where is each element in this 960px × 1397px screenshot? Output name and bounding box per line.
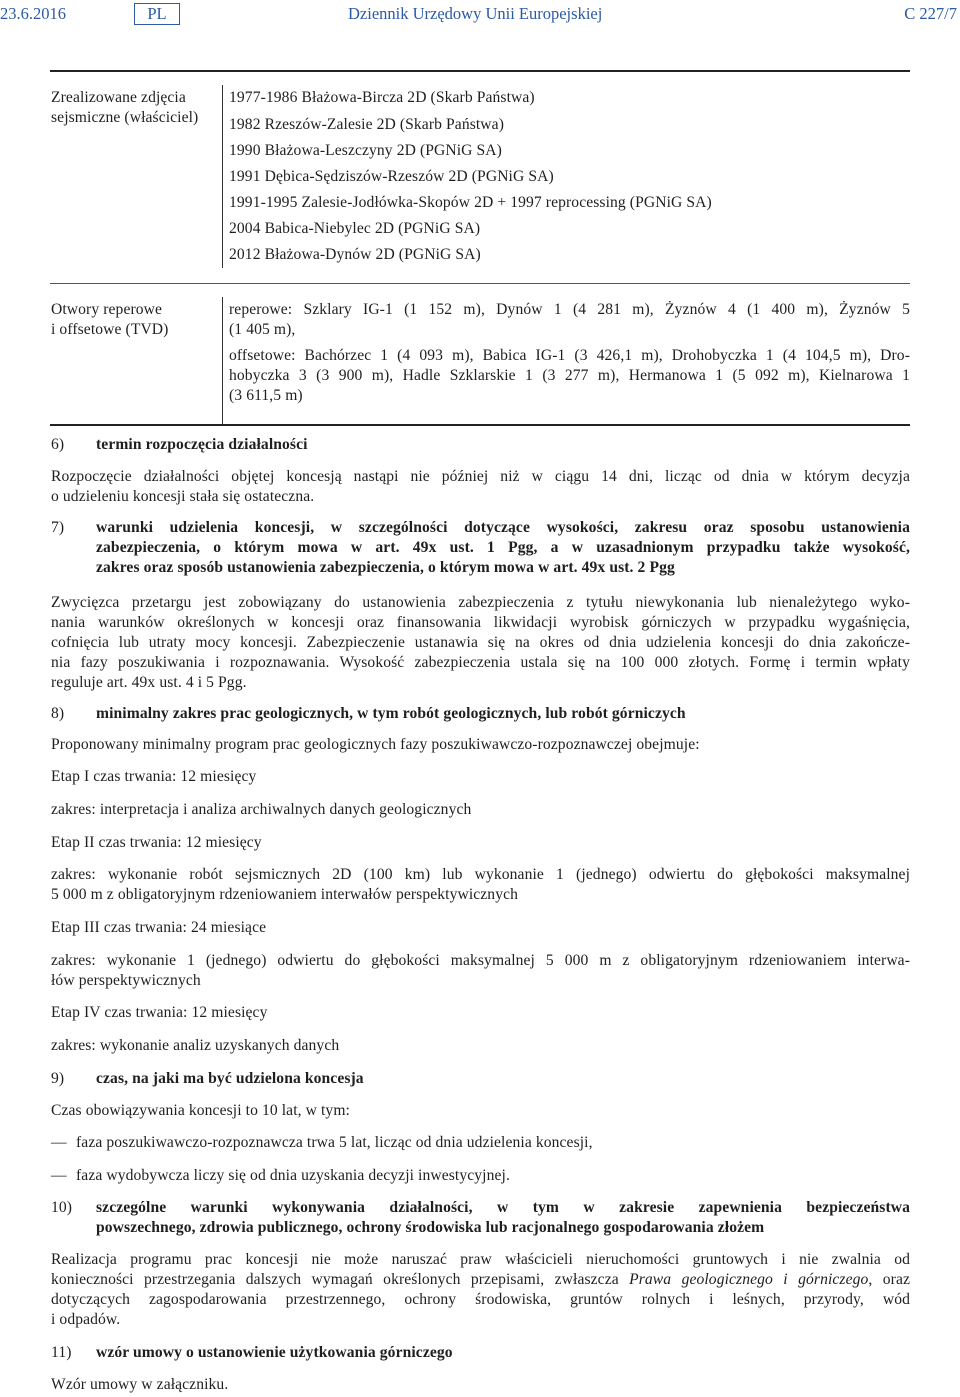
section-number: 9) bbox=[51, 1070, 65, 1087]
section-body: Realizacja programu prac koncesji nie może naruszać praw właścicieli nieruchomości gruntowych i nie zwalnia od konieczności przestrzegania dalszych wymagań określonych przepisami, zwłaszcza Prawa geologicznego i górniczego, oraz dotyczących zagospodarowania przestrzennego, ochrony środowiska, gruntów rolnych i leśnych, przyrody, wód i odpadów. bbox=[51, 1251, 911, 1328]
list-dash: — bbox=[51, 1134, 67, 1151]
table-bottom-rule bbox=[50, 424, 910, 426]
section-heading: szczególne warunki wykonywania działalności, w tym w zakresie zapewnienia bezpieczeństwa powszechnego, zdrowia publicznego, ochrony środowiska lub racjonalnego gospodarowania złożem bbox=[96, 1199, 910, 1236]
section-heading: termin rozpoczęcia działalności bbox=[96, 436, 308, 453]
stage-iii-scope: zakres: wykonanie 1 (jednego) odwiertu do głębokości maksymalnej 5 000 m z obligatoryjnym rdzeniowaniem interwa- łów perspektywicznych bbox=[51, 952, 910, 989]
table-column-divider bbox=[222, 297, 223, 424]
section-heading: minimalny zakres prac geologicznych, w tym robót geologicznych, lub robót górniczych bbox=[96, 705, 686, 722]
journal-title: Dziennik Urzędowy Unii Europejskiej bbox=[348, 4, 603, 23]
language-badge: PL bbox=[134, 3, 180, 25]
section-body: Wzór umowy w załączniku. bbox=[51, 1376, 229, 1393]
section-number: 10) bbox=[51, 1199, 73, 1216]
section-number: 7) bbox=[51, 519, 65, 536]
table-row-label: Otwory reperowe i offsetowe (TVD) bbox=[51, 301, 169, 338]
section-heading: czas, na jaki ma być udzielona koncesja bbox=[96, 1070, 364, 1087]
stage-iv-scope: zakres: wykonanie analiz uzyskanych danych bbox=[51, 1037, 340, 1054]
stage-i-scope: zakres: interpretacja i analiza archiwalnych danych geologicznych bbox=[51, 801, 472, 818]
list-dash: — bbox=[51, 1167, 67, 1184]
list-item: faza wydobywcza liczy się od dnia uzyskania decyzji inwestycyjnej. bbox=[76, 1167, 510, 1184]
section-heading: wzór umowy o ustanowienie użytkowania górniczego bbox=[96, 1344, 453, 1361]
act-title: Prawa geologicznego i górniczego bbox=[629, 1271, 869, 1288]
offset-wells: offsetowe: Bachórzec 1 (4 093 m), Babica IG-1 (3 426,1 m), Drohobyczka 1 (4 104,5 m), Dro- hobyczka 3 (3 900 m), Hadle Szklarskie 1 (3 277 m), Hermanowa 1 (5 092 m), Kielnarowa 1 (3 611,5 m) bbox=[229, 347, 910, 404]
section-number: 11) bbox=[51, 1344, 72, 1361]
section-body: Rozpoczęcie działalności objętej koncesją nastąpi nie później niż w ciągu 14 dni, licząc od dnia w którym decyzja o udzieleniu koncesji stała się ostateczna. bbox=[51, 468, 910, 505]
stage-ii: Etap II czas trwania: 12 miesięcy bbox=[51, 834, 262, 851]
stage-ii-scope: zakres: wykonanie robót sejsmicznych 2D (100 km) lub wykonanie 1 (jednego) odwiertu do głębokości maksymalnej 5 000 m z obligatoryjnym rdzeniowaniem interwałów perspektywicznych bbox=[51, 866, 910, 903]
section-body: Zwycięzca przetargu jest zobowiązany do ustanowienia zabezpieczenia z tytułu niewykonania lub nienależytego wyko- nania warunków określonych w koncesji oraz finansowania likwidacji wyrobisk górniczych w przypadku wygaśnięcia, cofnięcia lub utraty mocy koncesji. Zabezpieczenie ustanawia się na okres od dnia udzielenia koncesji do dnia zakończe- nia fazy poszukiwania i rozpoznawania. Wysokość zabezpieczenia ustala się na 100 000 złotych. Formę i termin wpłaty reguluje art. 49x ust. 4 i 5 Pgg. bbox=[51, 594, 910, 691]
section-number: 6) bbox=[51, 436, 65, 453]
section-body: Czas obowiązywania koncesji to 10 lat, w tym: bbox=[51, 1102, 350, 1119]
program-intro: Proponowany minimalny program prac geologicznych fazy poszukiwawczo-rozpoznawczej obejmuje: bbox=[51, 736, 700, 753]
section-number: 8) bbox=[51, 705, 65, 722]
reference-wells: reperowe: Szklary IG-1 (1 152 m), Dynów 1 (4 281 m), Żyznów 4 (1 400 m), Żyznów 5 (1 405 m), bbox=[229, 301, 910, 338]
table-top-rule bbox=[50, 70, 910, 72]
table-column-divider bbox=[222, 85, 223, 268]
section-heading: warunki udzielenia koncesji, w szczególności dotyczące wysokości, zakresu oraz sposobu ustanowienia zabezpieczenia, o którym mowa w art. 49x ust. 1 Pgg, a w uzasadnionym przypadku także wysokość, zakres oraz sposób ustanowienia zabezpieczenia, o którym mowa w art. 49x ust. 2 Pgg bbox=[96, 519, 910, 576]
header-date: 23.6.2016 bbox=[0, 4, 66, 23]
table-row-label: Zrealizowane zdjęcia sejsmiczne (właściciel) bbox=[51, 89, 199, 126]
stage-iv: Etap IV czas trwania: 12 miesięcy bbox=[51, 1004, 268, 1021]
stage-i: Etap I czas trwania: 12 miesięcy bbox=[51, 768, 257, 785]
page-reference: C 227/7 bbox=[904, 4, 957, 23]
table-row-rule bbox=[50, 283, 910, 284]
list-item: faza poszukiwawczo-rozpoznawcza trwa 5 lat, licząc od dnia udzielenia koncesji, bbox=[76, 1134, 593, 1151]
stage-iii: Etap III czas trwania: 24 miesiące bbox=[51, 919, 267, 936]
